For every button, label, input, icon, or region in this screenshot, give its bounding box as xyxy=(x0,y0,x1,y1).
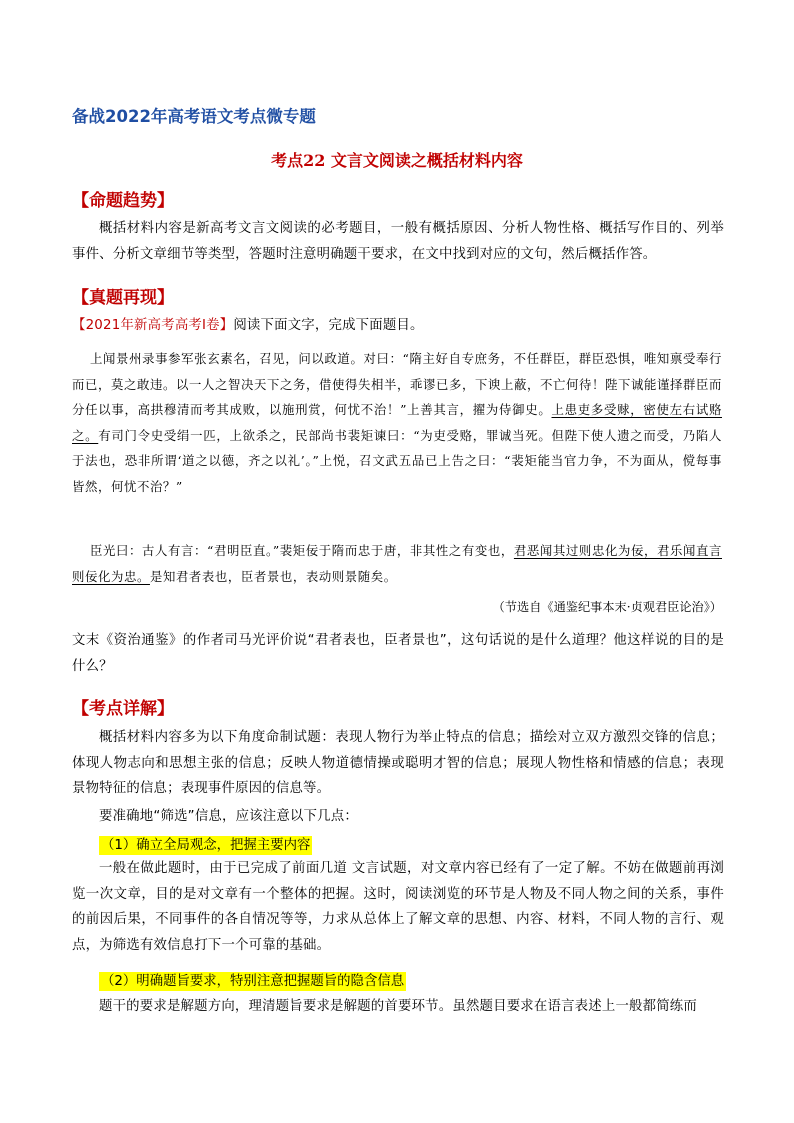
passage-2-text-b: 是知君者表也，臣者景也，表动则景随矣。 xyxy=(149,568,397,584)
exam-instruction: 阅读下面文字，完成下面题目。 xyxy=(233,318,424,333)
section-heading-exam: 【真题再现】 xyxy=(72,288,174,308)
exam-prompt xyxy=(72,313,724,339)
highlight-point-2-text: （2）明确题旨要求，特别注意把握题旨的隐含信息 xyxy=(101,974,405,989)
detail-paragraph-4: 题干的要求是解题方向，理清题旨要求是解题的首要环节。虽然题目要求在语言表述上一般都简练而 xyxy=(99,999,697,1014)
detail-paragraph-1: 概括材料内容多为以下角度命制试题：表现人物行为举止特点的信息；描绘对立双方激烈交锋的信息；体现人物志向和思想主张的信息；反映人物道德情操或聪明才智的信息；展现人物性格和情感的信息；表现景物特征的信息；表现事件原因的信息等。 xyxy=(72,730,724,796)
passage-1-text-a: 上闻景州录事参军张玄素名，召见，问以政道。对曰：“隋主好自专庶务，不任群臣，群臣恐惧，唯知禀受奉行而已，莫之敢违。以一人之智决天下之务，借使得失相半，乖谬已多，下谀上蔽，不亡何待！陛下诚能谨择群臣而分任以事，高拱穆清而考其成败，以施刑赏，何忧不治！”上善其言，擢为侍御史。 xyxy=(72,351,722,417)
topic-title: 考点22 文言文阅读之概括材料内容 xyxy=(271,151,523,170)
detail-paragraph-3: 一般在做此题时，由于已完成了前面几道 文言试题，对文章内容已经有了一定了解。不妨在做题前再浏览一次文章，目的是对文章有一个整体的把握。这时，阅读浏览的环节是人物及不同人物之间的关系，事件的前因后果，不同事件的各自情况等等，力求从总体上了解文章的思想、内容、材料，不同人物的言行、观点，为筛选有效信息打下一个可靠的基础。 xyxy=(72,861,724,953)
highlight-point-2 xyxy=(99,970,406,989)
section-heading-trend: 【命题趋势】 xyxy=(72,191,174,211)
passage-paragraph-1 xyxy=(72,346,722,499)
trend-paragraph: 概括材料内容是新高考文言文阅读的必考题目，一般有概括原因、分析人物性格、概括写作目的、列举事件、分析文章细节等类型，答题时注意明确题干要求，在文中找到对应的文句，然后概括作答。 xyxy=(72,221,724,262)
passage-paragraph-2 xyxy=(72,538,722,589)
highlight-point-1-text: （1）确立全局观念，把握主要内容 xyxy=(101,838,311,853)
series-title: 备战2022年高考语文考点微专题 xyxy=(72,107,316,126)
passage-2-underlined: 君恶闻其过则忠化为佞，君乐闻直言则佞化为忠。 xyxy=(72,543,722,584)
exam-source-tag: 【2021年新高考高考Ⅰ卷】 xyxy=(72,318,234,333)
passage-1-underlined: 上患吏多受赇，密使左右试赂之。 xyxy=(72,402,722,443)
passage-2-text-a: 臣光曰：古人有言：“君明臣直。”裴矩佞于隋而忠于唐，非其性之有变也， xyxy=(90,543,514,558)
passage-source: （节选自《通鉴纪事本末·贞观君臣论治》） xyxy=(492,600,722,614)
highlight-point-1 xyxy=(99,834,312,853)
passage-1-text-b: 有司门令史受绢一匹，上欲杀之，民部尚书裴矩谏曰：“为吏受赂，罪诚当死。但陛下使人遗之而受，乃陷人于法也，恐非所谓‘道之以德，齐之以礼’。”上悦，召文武五品已上告之曰：“裴矩能当官力争，不为面从，傥每事皆然，何忧不治？” xyxy=(72,427,722,494)
detail-paragraph-2: 要准确地“筛选”信息，应该注意以下几点： xyxy=(99,809,358,824)
exam-question: 文末《资治通鉴》的作者司马光评价说“君者表也，臣者景也”，这句话说的是什么道理？他这样说的目的是什么？ xyxy=(72,633,724,674)
section-heading-detail: 【考点详解】 xyxy=(72,699,174,719)
